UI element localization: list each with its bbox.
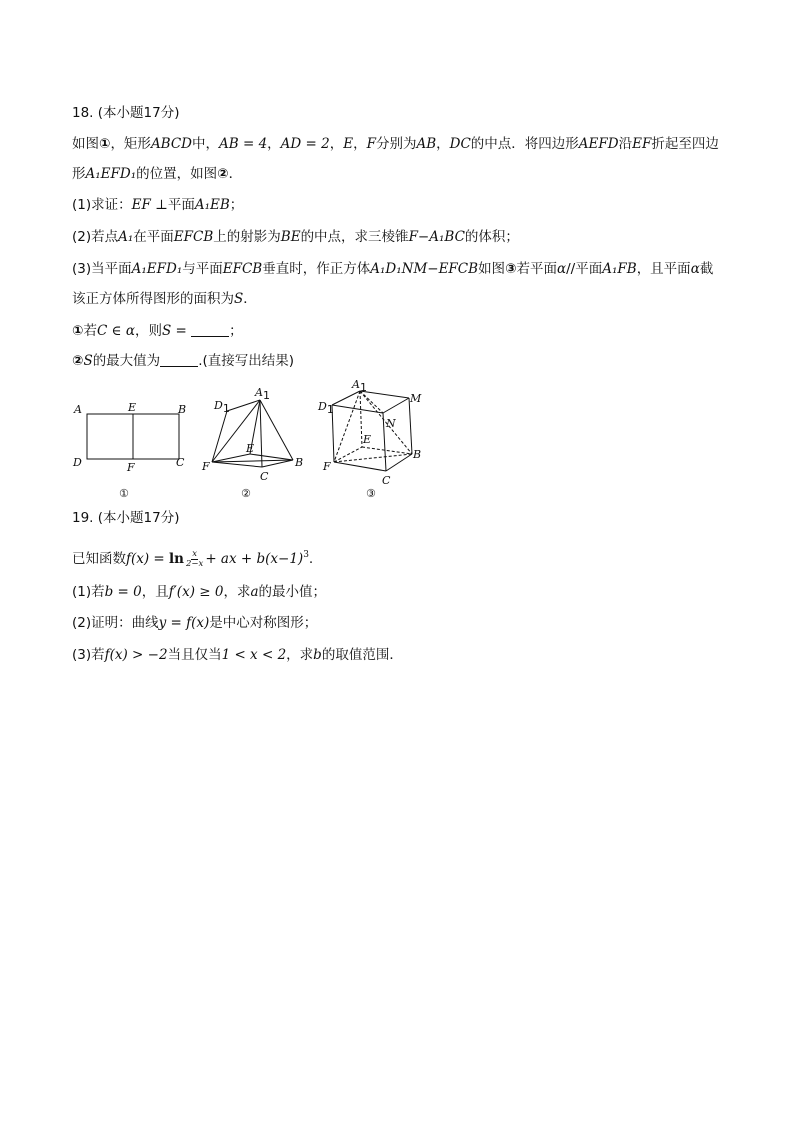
edge-a1c [260,400,262,467]
math: AB [416,136,437,152]
edge-fb [212,460,293,462]
exponent: 3 [303,550,309,560]
q18-intro-line2 [72,165,242,183]
fraction [186,550,203,569]
subscript: 1 [262,389,270,402]
caption-2: ② [241,487,251,500]
text: ． [243,291,257,307]
text: (2)证明：曲线 [72,615,159,631]
label-D1-text: D [318,400,327,413]
text: 的中点．将四边形 [470,136,579,152]
text: 已知函数 [72,551,126,567]
label-E: E [128,401,137,414]
math: b = 0 [104,584,142,600]
text: 形 [72,166,86,182]
text: 若平面 [516,261,557,277]
math: b [313,647,322,663]
math: A₁ [118,229,134,245]
math: f(x) > −2 [104,647,168,663]
edge-eb [362,447,412,454]
label-M: M [410,392,422,405]
text: (2)若点 [72,229,119,245]
text: ，且平面 [636,261,691,277]
q19-header: 19. (本小题17分) [72,510,180,526]
text: 与平面 [182,261,223,277]
text: //平面 [566,261,603,277]
text: 截 [699,261,714,277]
text: 该正方体所得图形的面积为 [72,291,234,307]
answer-blank[interactable] [160,354,198,367]
math: A₁EFD₁ [131,261,183,277]
math: α [557,261,567,277]
edge-mb [409,398,412,454]
label-A1-text: A [352,378,360,391]
sub-marker: ① [72,323,84,339]
text: ，则 [134,323,162,339]
label-A1 [254,386,270,402]
edge-fc [212,462,262,467]
label-B: B [413,448,422,461]
math: C ∈ α [96,323,135,339]
text: 中， [192,136,220,152]
q18-part3-line2 [72,290,257,308]
edge-a1m [360,391,409,398]
math: f(x) = [126,551,170,567]
math: ABCD [150,136,193,152]
text: 如图 [72,136,99,152]
figure-3-cube [332,391,412,471]
edge-a1e [360,391,362,447]
label-F: F [127,461,135,474]
text: 分别为 [375,136,417,152]
diag-fb [334,454,412,462]
figures [60,378,440,503]
text: 的体积； [464,229,519,245]
text: (1)求证： [72,197,132,213]
subscript: 1 [326,403,334,416]
text: 的最大值为 [92,353,161,369]
q18-sub2 [72,352,294,370]
text: 在平面 [133,229,174,245]
figure-ref: ① [99,136,111,152]
hidden-edges [334,391,412,462]
q18-part2 [72,228,519,246]
text: ； [229,197,244,213]
text: 的最小值； [258,584,327,600]
math: a [250,584,259,600]
label-A1-text: A [255,386,263,399]
math: F [366,136,376,152]
label-B: B [295,456,304,469]
text: ， [267,136,281,152]
answer-blank[interactable] [191,324,229,337]
text: 若 [83,323,97,339]
label-D: D [73,456,82,469]
text: ． [228,166,243,182]
math: EFCB [173,229,214,245]
math: AD = 2 [280,136,330,152]
denominator: 2−x [186,558,204,569]
q19-part1 [72,583,326,601]
text: . [308,551,314,567]
math: S = [161,323,187,339]
q18-part3-line1 [72,260,713,278]
text: ， [329,136,344,152]
text: 如图 [478,261,506,277]
caption-1: ① [119,487,129,500]
label-E: E [246,442,255,455]
label-A: A [74,403,82,416]
q18-part1 [72,196,243,214]
math: A₁EB [194,197,230,213]
text: 上的射影为 [213,229,281,245]
edge-fc [334,462,386,471]
figure-1-rectangle [87,414,179,459]
q18-intro-line1 [72,135,719,153]
math: DC [449,136,471,152]
text: 当且仅当 [167,647,222,663]
math: S [83,353,93,369]
label-E: E [363,433,372,446]
label-F: F [202,460,210,473]
label-D1-text: D [214,399,223,412]
label-C: C [382,474,391,487]
text: (1)若 [72,584,105,600]
text: (3)若 [72,647,105,663]
math: 1 < x < 2 [221,647,287,663]
q19-definition [72,543,313,567]
math: A₁D₁NM−EFCB [370,261,479,277]
edge-nm [383,398,409,413]
label-F: F [323,460,331,473]
sub-marker: ② [72,353,84,369]
subscript: 1 [222,402,230,415]
text: .(直接写出结果) [198,353,295,369]
text: 折起至四边 [651,136,719,152]
edge-d1f [212,411,227,462]
text: ， [353,136,367,152]
caption-3: ③ [366,487,376,500]
text: 的中点，求三棱锥 [300,229,409,245]
text: ； [229,323,243,339]
q19-part2 [72,614,317,632]
math-ln: ln [169,551,184,567]
label-N: N [386,417,396,430]
text: 平面 [167,197,195,213]
math: AB = 4 [219,136,268,152]
edge-eb [250,454,293,460]
text: 的位置，如图 [136,166,218,182]
text: ，求 [286,647,314,663]
edge-a1b [260,400,293,460]
label-C: C [260,470,269,483]
text: ，矩形 [110,136,151,152]
text: 是中心对称图形； [209,615,318,631]
figure-ref: ② [217,166,229,182]
math: F−A₁BC [408,229,465,245]
label-B: B [178,403,187,416]
math: EF ⊥ [131,197,168,213]
subscript: 1 [359,381,367,394]
edge-a1d1 [227,400,260,411]
label-A1 [351,378,367,394]
math: A₁FB [602,261,637,277]
text: 沿 [618,136,633,152]
math: f′(x) ≥ 0 [168,584,224,600]
label-D1 [213,399,230,415]
math: AEFD [578,136,619,152]
math: α [690,261,700,277]
text: 的取值范围． [321,647,403,663]
q19-part3 [72,646,403,664]
math: S [234,291,244,307]
label-C: C [176,456,185,469]
q18-header: 18. (本小题17分) [72,105,180,121]
math: EF [632,136,652,152]
math: + ax + b(x−1) [205,551,304,567]
text: (3)当平面 [72,261,132,277]
text: 垂直时，作正方体 [262,261,371,277]
numerator: x [192,548,198,559]
math: BE [280,229,301,245]
q18-sub1 [72,322,243,340]
math: y = f(x) [158,615,210,631]
figure-ref: ③ [505,261,517,277]
label-D1 [317,400,334,416]
text: ，求 [223,584,251,600]
math: EFCB [222,261,263,277]
text: ， [436,136,450,152]
math: E [343,136,354,152]
math: A₁EFD₁ [85,166,137,182]
text: ，且 [141,584,169,600]
